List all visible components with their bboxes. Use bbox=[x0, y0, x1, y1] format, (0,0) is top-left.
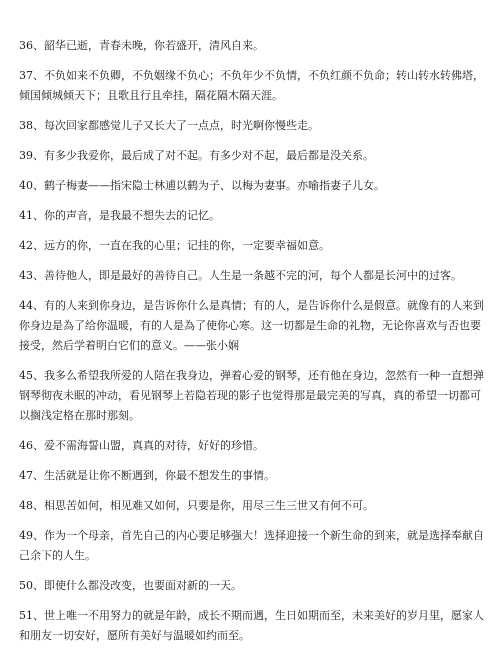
item-number: 50、 bbox=[19, 579, 44, 592]
list-item bbox=[19, 36, 489, 56]
list-item bbox=[19, 236, 489, 256]
list-item bbox=[19, 266, 489, 286]
list-item bbox=[19, 366, 489, 426]
item-text: 相思苦如何，相见难又如何，只要是你，用尽三生三世又有何不可。 bbox=[44, 499, 374, 512]
item-text: 即使什么都没改变，也要面对新的一天。 bbox=[44, 579, 242, 592]
item-number: 38、 bbox=[19, 119, 44, 132]
item-number: 43、 bbox=[19, 269, 44, 282]
item-number: 49、 bbox=[19, 529, 44, 542]
item-text: 有多少我爱你，最后成了对不起。有多少对不起，最后都是没关系。 bbox=[44, 149, 374, 162]
list-item bbox=[19, 606, 489, 646]
item-number: 45、 bbox=[19, 369, 44, 382]
item-number: 37、 bbox=[19, 69, 44, 82]
list-item bbox=[19, 296, 489, 356]
list-item bbox=[19, 176, 489, 196]
list-item bbox=[19, 576, 489, 596]
item-text: 韶华已逝，青春未晚，你若盛开，清风自来。 bbox=[44, 39, 264, 52]
item-number: 36、 bbox=[19, 39, 44, 52]
item-text: 鹤子梅妻——指宋隐士林逋以鹤为子、以梅为妻事。亦喻指妻子儿女。 bbox=[44, 179, 385, 192]
item-number: 44、 bbox=[19, 299, 44, 312]
item-text: 生活就是让你不断遇到，你最不想发生的事情。 bbox=[44, 469, 275, 482]
list-item bbox=[19, 436, 489, 456]
item-text: 善待他人，即是最好的善待自己。人生是一条越不完的河，每个人都是长河中的过客。 bbox=[44, 269, 462, 282]
item-text: 不负如来不负卿，不负姻缘不负心；不负年少不负情，不负红颜不负命；转山转水转佛塔，倾国倾城倾天下；且歌且行且牵挂，隔花隔木隔天涯。 bbox=[19, 69, 484, 102]
item-number: 39、 bbox=[19, 149, 44, 162]
item-number: 40、 bbox=[19, 179, 44, 192]
item-text: 你的声音，是我最不想失去的记忆。 bbox=[44, 209, 220, 222]
item-number: 46、 bbox=[19, 439, 44, 452]
item-text: 远方的你，一直在我的心里；记挂的你，一定要幸福如意。 bbox=[44, 239, 330, 252]
item-text: 世上唯一不用努力的就是年龄，成长不期而遇，生日如期而至，未来美好的岁月里，愿家人和朋友一切安好，愿所有美好与温暖如约而至。 bbox=[19, 609, 484, 642]
item-number: 48、 bbox=[19, 499, 44, 512]
item-text: 我多么希望我所爱的人陪在我身边，弹着心爱的钢琴，还有他在身边，忽然有一种一直想弹钢琴彻夜未眠的冲动，看见钢琴上若隐若现的影子也觉得那是最完美的写真，真的希望一切都可以搁浅定格在那时那刻。 bbox=[19, 369, 484, 422]
document-body bbox=[19, 36, 489, 656]
item-text: 作为一个母亲，首先自己的内心要足够强大！选择迎接一个新生命的到来，就是选择奉献自己余下的人生。 bbox=[19, 529, 484, 562]
item-number: 51、 bbox=[19, 609, 44, 622]
item-number: 41、 bbox=[19, 209, 44, 222]
list-item bbox=[19, 116, 489, 136]
list-item bbox=[19, 146, 489, 166]
item-number: 42、 bbox=[19, 239, 44, 252]
item-number: 47、 bbox=[19, 469, 44, 482]
list-item bbox=[19, 66, 489, 106]
item-text: 爱不需海誓山盟，真真的对待，好好的珍惜。 bbox=[44, 439, 264, 452]
list-item bbox=[19, 206, 489, 226]
item-text: 有的人来到你身边，是告诉你什么是真情；有的人，是告诉你什么是假意。就像有的人来到你身边是為了给你温暖，有的人是為了使你心寒。这一切都是生命的礼物，无论你喜欢与否也要接受，然后学着明白它们的意义。——张小娴 bbox=[19, 299, 484, 352]
list-item bbox=[19, 526, 489, 566]
list-item bbox=[19, 466, 489, 486]
list-item bbox=[19, 496, 489, 516]
item-text: 每次回家都感觉儿子又长大了一点点，时光啊你慢些走。 bbox=[44, 119, 319, 132]
